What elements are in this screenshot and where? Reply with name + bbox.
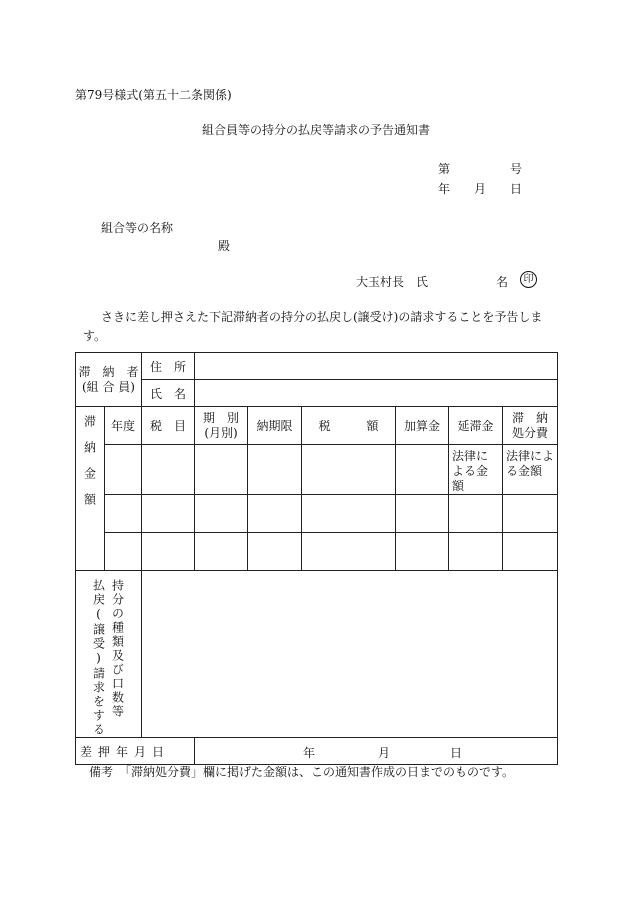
cell-year-1[interactable] <box>105 445 142 495</box>
cell-surcharge-3[interactable] <box>396 533 449 571</box>
col-tax-amount: 税 額 <box>302 407 396 445</box>
cell-late-fee-2[interactable] <box>449 495 503 533</box>
seizure-date-month: 月 <box>378 746 391 760</box>
col-disposal-fee <box>503 407 558 445</box>
issuer <box>356 273 534 290</box>
address-label: 住 所 <box>142 353 195 380</box>
col-period <box>195 407 248 445</box>
seal-mark: 印 <box>520 271 537 288</box>
cell-tax-item-1[interactable] <box>142 445 195 495</box>
name-field[interactable] <box>195 380 558 407</box>
form-number: 第79号様式(第五十二条関係) <box>75 88 232 102</box>
seizure-date-day: 日 <box>450 746 463 760</box>
cell-period-1[interactable] <box>195 445 248 495</box>
share-label-line1: 払戻(譲受)請求をする <box>91 579 106 737</box>
doc-no-suffix: 号 <box>510 162 523 176</box>
col-period-label: 期 別 <box>203 410 240 425</box>
col-late-fee: 延滞金 <box>449 407 503 445</box>
share-label-line2: 持分の種類及び口数等 <box>110 579 125 719</box>
cell-due-date-2[interactable] <box>248 495 302 533</box>
seizure-date-field[interactable] <box>195 738 558 765</box>
col-disposal-fee-line2: 処分費 <box>512 425 549 440</box>
date-day-label: 日 <box>510 182 523 196</box>
address-field[interactable] <box>195 353 558 380</box>
cell-period-3[interactable] <box>195 533 248 571</box>
col-period-sub: (月別) <box>204 425 238 440</box>
cell-tax-item-3[interactable] <box>142 533 195 571</box>
cell-disposal-fee-2[interactable] <box>503 495 558 533</box>
cell-year-3[interactable] <box>105 533 142 571</box>
notice-table <box>75 352 558 765</box>
remark: 備考 「滞納処分費」欄に掲げた金額は、この通知書作成の日までのものです。 <box>89 765 515 779</box>
col-tax-item: 税 目 <box>142 407 195 445</box>
amount-label: 滞納金額 <box>82 415 97 519</box>
cell-late-fee-3[interactable] <box>449 533 503 571</box>
cell-tax-item-2[interactable] <box>142 495 195 533</box>
honorific: 殿 <box>218 239 231 253</box>
late-fee-law-note: 法律による金額 <box>449 445 503 495</box>
cell-surcharge-1[interactable] <box>396 445 449 495</box>
cell-period-2[interactable] <box>195 495 248 533</box>
col-disposal-fee-line1: 滞 納 <box>512 410 549 425</box>
cell-tax-amount-2[interactable] <box>302 495 396 533</box>
share-label <box>76 579 141 737</box>
notice-text: さきに差し押さえた下記滞納者の持分の払戻し(譲受け)の請求することを予告します。 <box>83 310 543 343</box>
col-year: 年度 <box>105 407 142 445</box>
cell-tax-amount-1[interactable] <box>302 445 396 495</box>
col-due-date: 納期限 <box>248 407 302 445</box>
share-label-cell <box>76 571 142 738</box>
date-year-label: 年 <box>438 182 451 196</box>
seizure-date-label <box>76 738 195 765</box>
document-number <box>438 160 523 177</box>
amount-label-cell <box>76 407 105 571</box>
cell-due-date-3[interactable] <box>248 533 302 571</box>
cell-disposal-fee-3[interactable] <box>503 533 558 571</box>
delinquent-cell <box>76 353 142 407</box>
cell-surcharge-2[interactable] <box>396 495 449 533</box>
issuer-mei: 名 <box>496 275 509 289</box>
seizure-date-year: 年 <box>303 746 316 760</box>
disposal-fee-law-note: 法律による金額 <box>503 445 558 495</box>
document-title: 組合員等の持分の払戻等請求の予告通知書 <box>202 123 431 137</box>
name-label: 氏 名 <box>142 380 195 407</box>
addressee-label: 組合等の名称 <box>101 221 174 235</box>
issuer-name: 大玉村長 氏 <box>356 275 429 289</box>
share-field[interactable] <box>142 571 558 738</box>
cell-year-2[interactable] <box>105 495 142 533</box>
date-month-label: 月 <box>474 182 487 196</box>
delinquent-sublabel: (組 合 員) <box>82 379 135 394</box>
delinquent-label: 滞 納 者 <box>78 364 139 379</box>
cell-due-date-1[interactable] <box>248 445 302 495</box>
cell-tax-amount-3[interactable] <box>302 533 396 571</box>
seizure-date-text: 差押年月日 <box>80 744 171 759</box>
col-surcharge: 加算金 <box>396 407 449 445</box>
doc-no-prefix: 第 <box>438 162 451 176</box>
